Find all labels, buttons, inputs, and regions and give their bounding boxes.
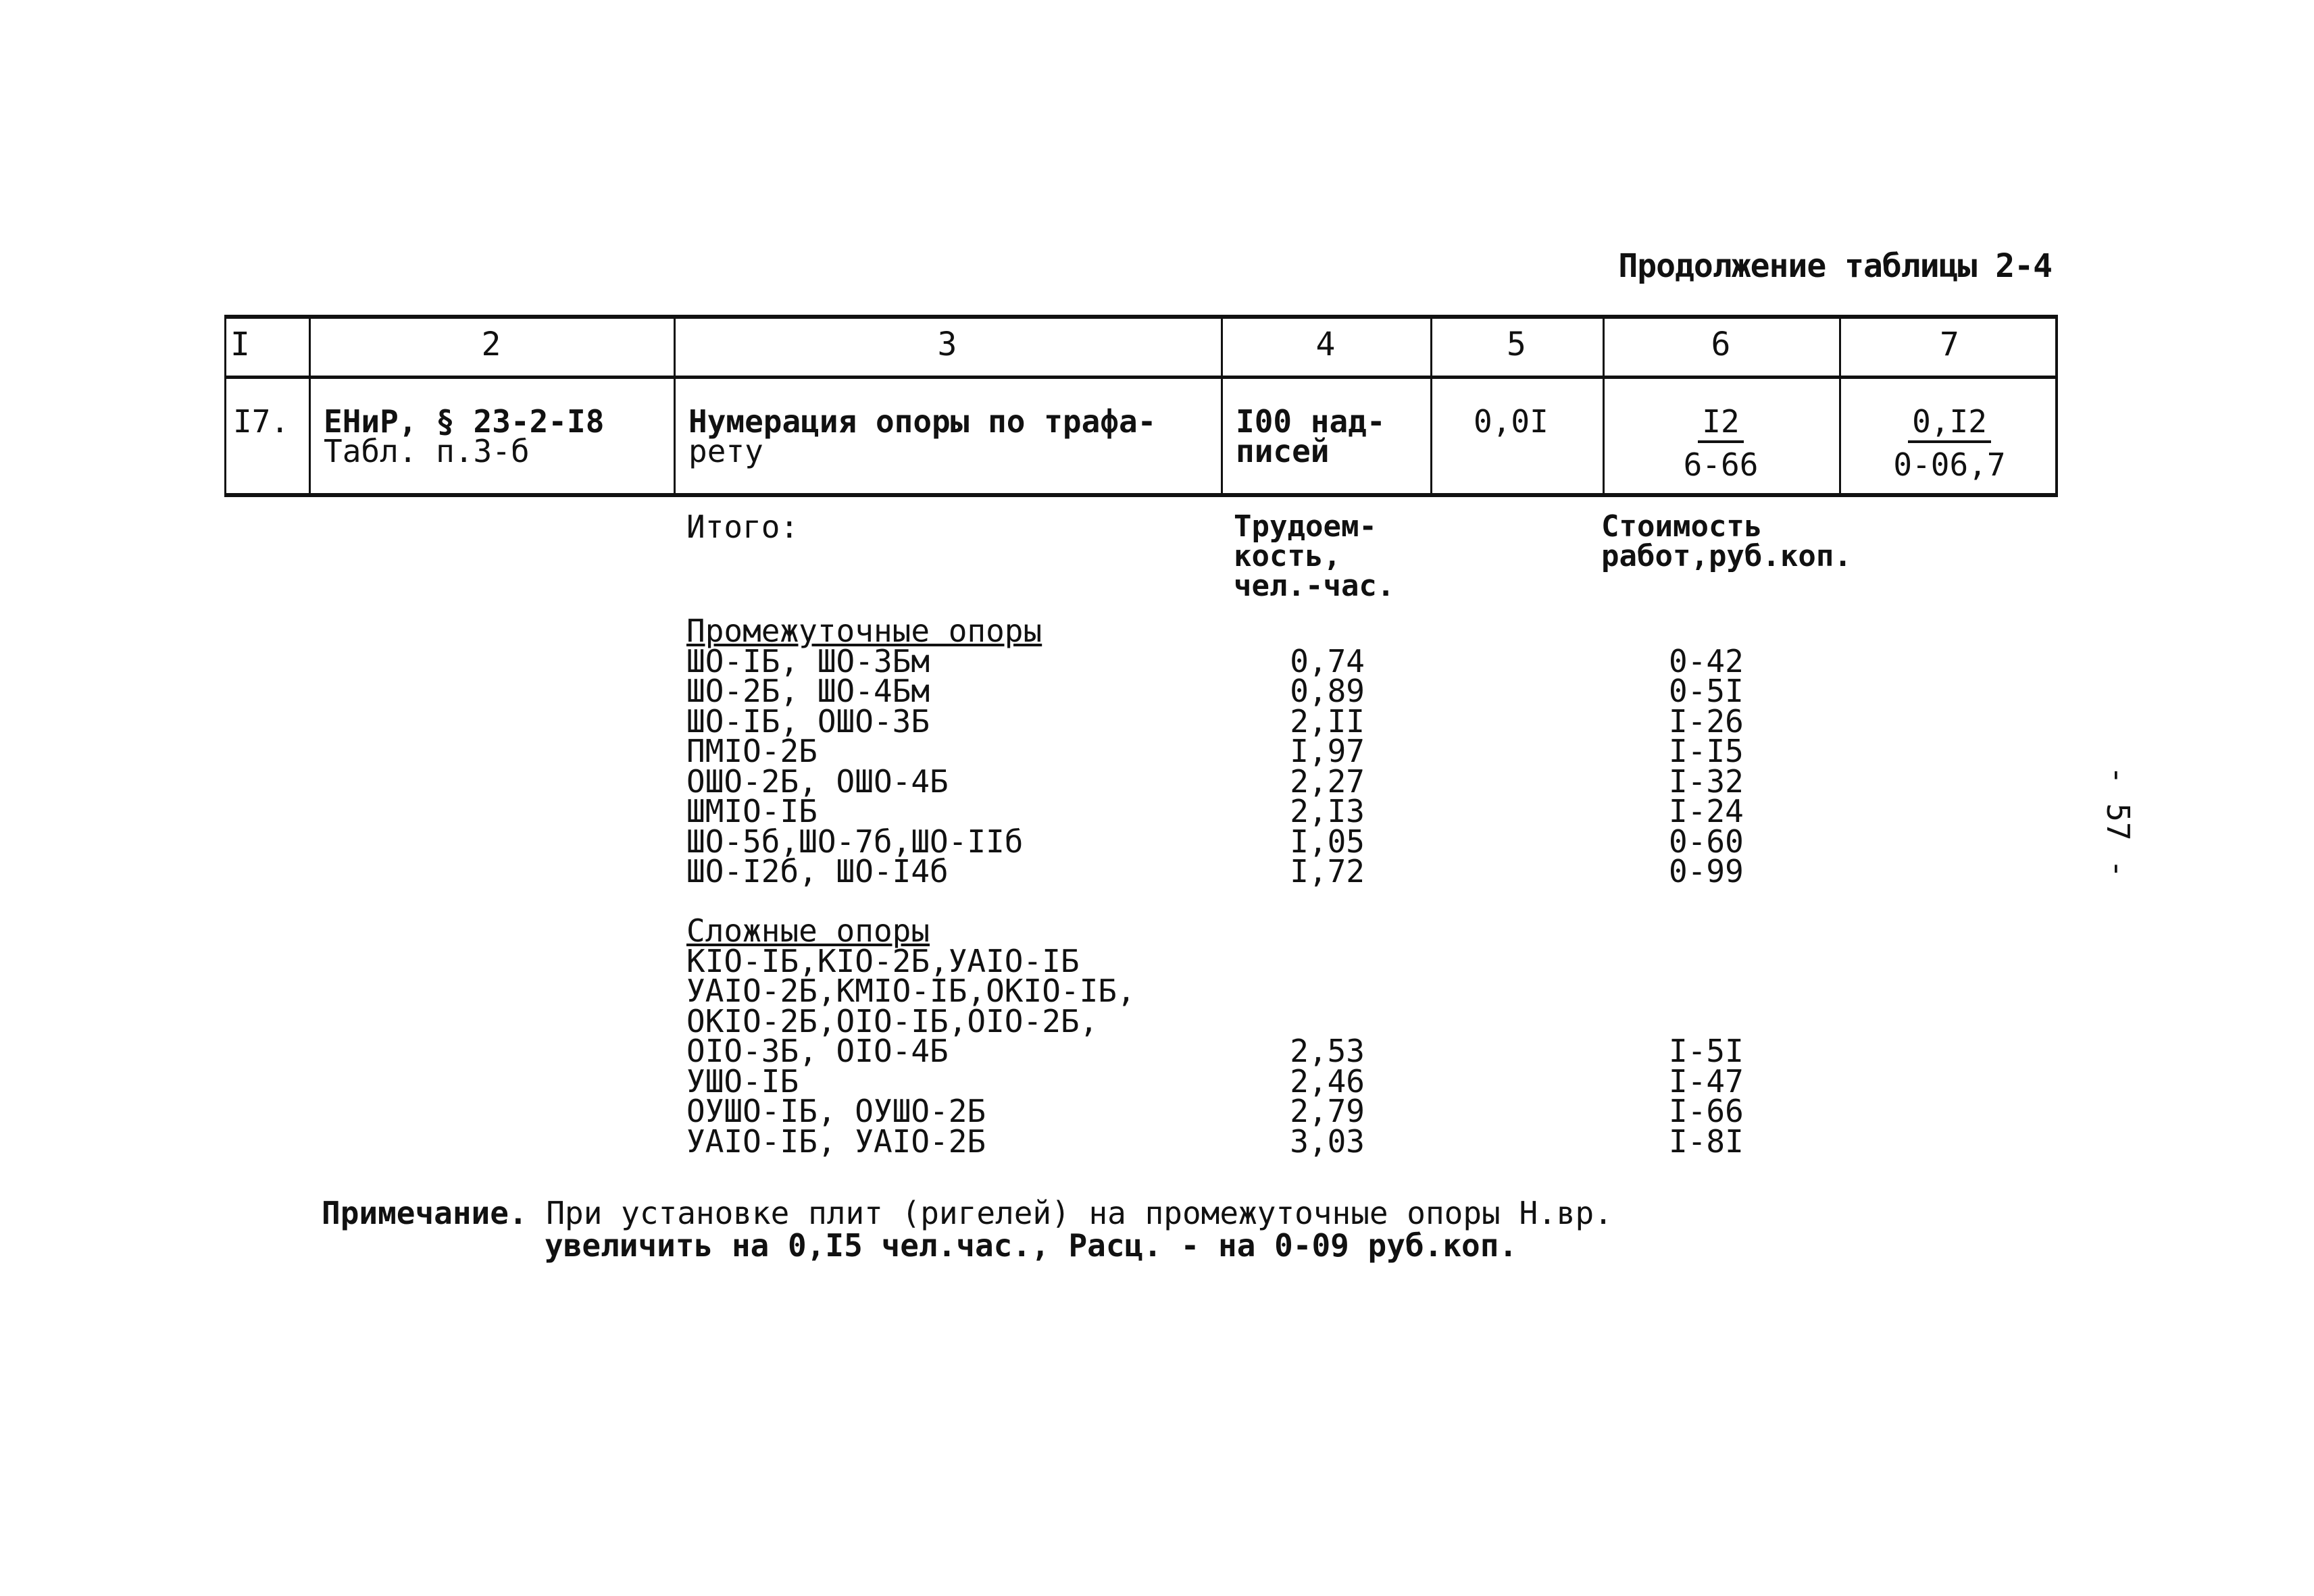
cost-value: I-I5 [1669,733,1744,769]
cost-value: 0-60 [1669,823,1744,860]
rate-fraction-col6 [1603,403,1839,483]
labor-value: I,97 [1290,733,1365,769]
labor-value [1270,1006,1365,1037]
list-item: УАIО-2Б,КМIО-IБ,ОКIО-IБ, [686,973,1136,1009]
cost-value [1669,946,1744,977]
list-item: ШО-5б,ШО-7б,ШО-IIб [686,823,1024,860]
cost-value: 0-99 [1669,853,1744,890]
list-item: ОУШО-IБ, ОУШО-2Б [686,1093,986,1129]
note-line-2: увеличить на 0,I5 чел.час., Расц. - на 0-09 руб.коп. [545,1227,1518,1264]
intermediate-supports-cost [1669,616,1744,890]
unit-line-1: I00 над- [1236,403,1386,440]
fraction-numerator: 0,I2 [1908,407,1991,443]
labor-value: 0,89 [1290,673,1365,709]
spacer [1270,916,1365,946]
header-col-6: 6 [1711,326,1731,363]
header-col-2: 2 [481,326,501,363]
work-description [688,403,1157,469]
list-item: ОКIО-2Б,ОIО-IБ,ОIО-2Б, [686,1002,1099,1039]
list-item: КIО-IБ,КIО-2Б,УАIО-IБ [686,942,1080,979]
fraction-numerator: I2 [1698,407,1743,443]
list-item: УАIО-IБ, УАIО-2Б [686,1123,986,1160]
spacer [1669,916,1744,946]
labor-value: 0,74 [1290,642,1365,679]
work-line-2: рету [688,433,763,469]
list-item: ШО-IБ, ШО-3Бм [686,642,930,679]
header-col-3: 3 [937,326,957,363]
rate-fraction-col7 [1839,403,2060,483]
labor-value: 2,46 [1290,1062,1365,1100]
labor-value: I,05 [1290,823,1365,860]
reference-line-1: ЕНиР, § 23-2-I8 [324,403,605,440]
footnote [322,1197,1613,1262]
work-line-1: Нумерация опоры по трафа- [688,403,1157,440]
group-title: Сложные опоры [686,912,930,949]
labor-value: 2,I3 [1290,793,1365,829]
complex-supports-names [686,912,1136,1160]
labor-value: 2,27 [1290,763,1365,800]
labor-value: 2,79 [1290,1093,1365,1129]
labor-value [1270,976,1365,1006]
total-label: Итого: [686,509,799,545]
list-item: ОIО-3Б, ОIО-4Б [686,1033,949,1069]
unit-line-2: писей [1236,433,1330,469]
list-item: ШО-I2б, ШО-I4б [686,853,949,890]
main-table [224,315,2058,497]
header-divider [226,376,2055,379]
intermediate-supports-names [686,613,1042,890]
labor-value: I,72 [1290,853,1365,890]
list-item: ШО-IБ, ОШО-3Б [686,702,930,740]
page-number: - 57 - [2100,765,2137,879]
time-norm: 0,0I [1474,403,1549,440]
fraction-denominator: 0-06,7 [1893,446,2006,483]
cost-column-label: Стоимость работ,руб.коп. [1601,509,1852,573]
list-item: ОШО-2Б, ОШО-4Б [686,763,949,800]
spacer [1270,616,1365,646]
cost-value: 0-42 [1669,642,1744,679]
cost-value: 0-5I [1669,673,1744,709]
cost-value: I-5I [1669,1033,1744,1069]
list-item: УШО-IБ [686,1062,799,1100]
header-col-5: 5 [1507,326,1526,363]
header-col-7: 7 [1940,326,1959,363]
list-item: ПМIО-2Б [686,733,818,769]
complex-supports-labor [1270,916,1365,1160]
spacer [1669,616,1744,646]
norm-reference [324,403,605,469]
header-col-1: I [230,326,250,363]
reference-line-2: Табл. п.3-б [324,433,530,469]
labor-value: 2,53 [1290,1033,1365,1069]
cost-value: I-47 [1669,1062,1744,1100]
cost-value: I-24 [1669,793,1744,829]
header-col-4: 4 [1315,326,1336,363]
measure-unit [1236,403,1386,469]
fraction-denominator: 6-66 [1683,446,1759,483]
labor-value: 2,II [1290,702,1365,740]
cost-value [1669,1006,1744,1037]
labor-column-label: Трудоем- кость, чел.-час. [1234,509,1395,603]
list-item: ШМIО-IБ [686,793,818,829]
intermediate-supports-labor [1270,616,1365,890]
cost-value: I-66 [1669,1093,1744,1129]
group-title: Промежуточные опоры [686,613,1042,649]
cost-value [1669,976,1744,1006]
table-continuation-title: Продолжение таблицы 2-4 [1618,247,2052,285]
list-item: ШО-2Б, ШО-4Бм [686,673,930,709]
cost-value: I-8I [1669,1123,1744,1160]
note-line-1: При установке плит (ригелей) на промежуточные опоры Н.вр. [546,1195,1613,1231]
complex-supports-cost [1669,916,1744,1160]
labor-value: 3,03 [1290,1123,1365,1160]
row-number: I7. [233,403,290,440]
cost-value: I-32 [1669,763,1744,800]
note-label: Примечание. [322,1195,528,1231]
cost-value: I-26 [1669,702,1744,740]
labor-value [1270,946,1365,977]
